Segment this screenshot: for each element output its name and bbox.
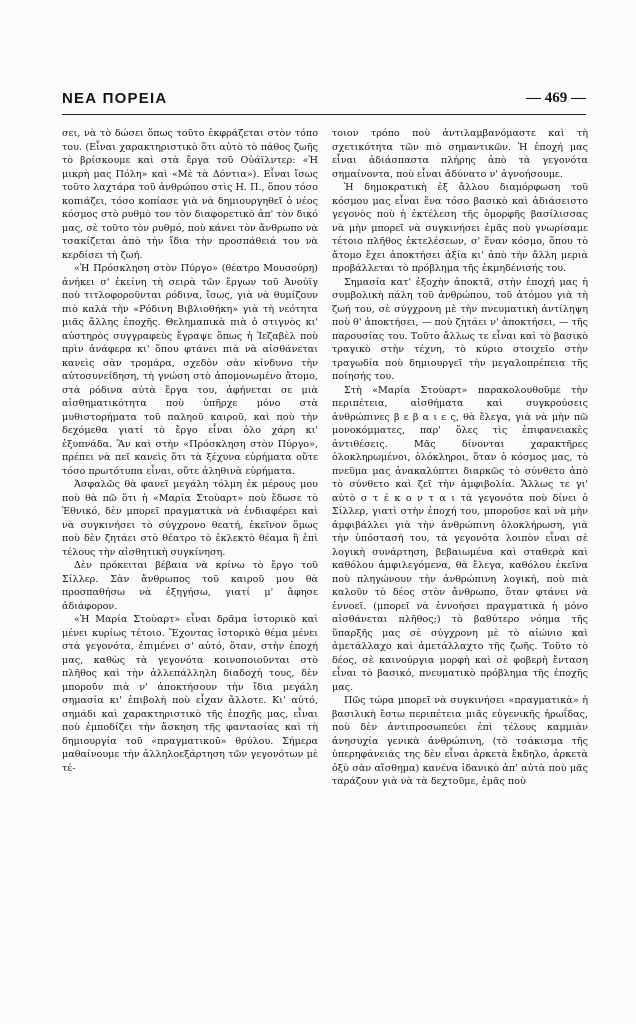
journal-title: ΝΕΑ ΠΟΡΕΙΑ xyxy=(62,90,168,107)
page-header xyxy=(62,88,586,115)
paragraph: τοιον τρόπο ποὺ ἀντιλαμβανόμαστε καὶ τὴ σχετικότητα τῶν πιὸ σημαντικῶν. Ἡ ἐποχή μας εἶναι ἀδιάσπαστα πλήρης ἀπὸ τὰ γεγονότα σημαίνοντα, ποὺ εἶναι ἀδύνατο ν' ἀγνοήσουμε. xyxy=(332,128,588,180)
paragraph: Ἡ δημοκρατικὴ ἐξ ἄλλου διαμόρφωση τοῦ κόσμου μας εἶναι ἕνα τόσο βασικὸ καὶ ἀδιάσειστο γεγονὸς ποὺ ἡ ἐκτέλεση τῆς ὁμορφῆς βασίλισσας νὰ μὴν μπορεῖ νὰ συγκινήσει ἐμᾶς ποὺ γνωρίσαμε τέτοιο πλῆθος ἐκτελέσεων, σ' ἕναν κόσμο, ὅπου τὸ ἄτομο ἔχει ἀποκτήσει ἀξία κι' ἀπὸ τὴν ἄλλη μεριὰ προβάλλεται τὸ πρόβλημα τῆς ἐκμηδένισής του. xyxy=(332,182,588,274)
paragraph: Πῶς τώρα μπορεῖ νὰ συγκινήσει «πραγματικὰ» ἡ βασιλικὴ ἔστω περιπέτεια μιᾶς εὐγενικῆς ἡρωΐδας, ποὺ δὲν ἀντιπροσωπεύει ἐπὶ τέλους καμμιὰν ἀνησυχία γενικὰ ἀνθρώπινη, (τὸ τσάκισμα τῆς ὑπερηφάνειάς της δὲν εἶναι ἀρκετὰ ἔκδηλο, ἀρκετὰ ὀξὺ σὰν αἴσθημα) κανένα ἰδανικὸ ἀπ' αὐτὰ ποὺ μᾶς ταράζουν γιὰ νὰ τὰ δεχτοῦμε, ἐμᾶς ποὺ xyxy=(332,695,588,787)
paragraph: σει, νὰ τὸ δώσει ὅπως τοῦτο ἐκφράζεται στὸν τόπο του. (Εἶναι χαρακτηριστικὸ ὅτι αὐτὸ τὸ πάθος ζωῆς τὸ βρίσκουμε καὶ στὰ ἔργα τοῦ Οὐάϊλντερ: «Ἡ μικρὴ μας Πόλη» καὶ «Μὲ τὰ Δόντια»). Εἶναι ἴσως τοῦτο λαχτάρα τοῦ ἀνθρώπου στὶς Η. Π., ὅπου τόσο κοπιάζει, τόσο κοπίασε γιὰ νὰ δημιουργηθεῖ ὁ νέος κόσμος στὸ ρυθμὸ τον τὸν διαφορετικὸ ἀπ' τὸν δικό μας, σὲ τοῦτο τὸν ρυθμό, ποὺ κάνει τὸν ἄνθρωπο νὰ τσακίζεται ἀπὸ τὴν ἴδια τὴν προσπάθειά του νὰ κερδίσει τὴ ζωή. xyxy=(62,128,318,261)
paragraph: Ἀσφαλῶς θὰ φανεῖ μεγάλη τόλμη ἐκ μέρους μου ποὺ θὰ πῶ ὅτι ἡ «Μαρία Στοὺαρτ» ποὺ ἔδωσε τὸ Ἐθνικό, δὲν μπορεῖ πραγματικὰ νὰ ἐνδιαφέρει καὶ νὰ συγκινήσει τὸ σύγχρονο θεατή, ἐκεῖνον ὅμως ποὺ δὲν ζητάει στὸ θέατρο τὸ ἐκλεκτὸ θέαμα ἢ ἐπὶ τέλους τὴν αἰσθητικὴ συγκίνηση. xyxy=(62,479,318,558)
left-column xyxy=(62,127,318,775)
paragraph: Σημασία κατ' ἐξοχὴν ἀποκτᾶ, στὴν ἐποχή μας ἡ συμβολικὴ πάλη τοῦ ἀνθρώπου, τοῦ ἀτόμου γιὰ τὴ ζωή του, σὲ σύγχρονη μὲ τὴν πνευματικὴ ἀντίληψη ποὺ θ' ἀποκτήσει, — ποὺ ζητάει ν' ἀποκτήσει, — τῆς παρουσίας του. Τοῦτο ἄλλως τε εἶναι καὶ τὸ βασικὸ τραγικὸ στὴν τέχνη, τὸ κύριο στοιχεῖο στὴν τραγωδία ποὺ δημιουργεῖ τὴν μεγαλοπρέπεια τῆς ποίησής του. xyxy=(332,276,588,382)
paragraph: «Ἡ Πρόσκληση στὸν Πύργο» (θέατρο Μουσούρη) ἀνήκει σ' ἐκείνη τὴ σειρὰ τῶν ἔργων τοῦ Ἀνούϊγ ποὺ τιτλοφοροῦνται ρόδινα, ἴσως, γιὰ νὰ θυμίζουν πιὸ καλὰ τὴν «Ρόδινη Βιβλιοθήκη» γιὰ τὴ νεότητα μιᾶς ἄλλης ἐποχῆς. Θελημαπικὰ πιὰ ὁ στιγνὸς κι' αὐστηρὸς συγγραφεὺς ἔγραψε ὅπως ἡ Ἰεζαβὲλ ποὺ πρὶν ἀνάφερα κι' ὅπου φτάνει πιὰ νὰ αἰσθάνεται κανεὶς σὰν τρομάρα, σχεδὸν σὰν κίνδυνο τὴν αὐτοσυνείδηση, τὴ γνώση στὸ ἀπομονωμένο ἄτομο, στὰ ρόδινα αὐτὰ ἔργα του, ἀφήνεται σε μιὰ αἰσθηματικότητα ποὺ ὑπῆρχε μόνο στὰ μυθιστορήματα τοῦ παληοῦ καιροῦ, καὶ ποὺ τὴν δεχόμεθα γιατί τὸ ἔργο εἶναι ὁλο χάρη κι' ἐξυπνάδα. Ἂν καὶ στὴν «Πρόσκληση στὸν Πύργο», πρέπει νὰ πεῖ κανεὶς ὅτι τὰ ξέχυνα εὑρήματα οὔτε τόσο πρωτότυπα εἶναι, οὔτε ἀληθινὰ εὑρήματα. xyxy=(62,263,318,477)
paragraph: «Ἡ Μαρία Στοὺαρτ» εἶναι δρᾶμα ἱστορικὸ καὶ μένει κυρίως τέτοιο. Ἔχοντας ἱστορικὸ θέμα μένει στὰ γεγονότα, ἐπιμένει σ' αὐτό, ὅταν, στὴν ἐποχή μας, καθὼς τὰ γεγονότα κοινοποιοῦνται στὸ πλῆθος καὶ τὴν ἀλλεπάλληλη διαδοχή τους, δὲν μποροῦν πιὰ ν' ἀποκτήσουν τὴν ἴδια μεγάλη σημασία κι' ἐπιβολὴ ποὺ εἶχαν ἄλλοτε. Κι' αὐτό, σημάδι καὶ χαρακτηριστικὸ τῆς ἐποχῆς μας, εἶναι ποὺ ἐμποδίζει τὴν ἄσκηση τῆς φαντασίας καὶ τὴ δημιουργία τοῦ «πραγματικοῦ» θρύλου. Σήμερα μαθαίνουμε τὴν ἀλληλοεξάρτηση τῶν γεγονότων μὲ τέ- xyxy=(62,614,318,774)
paragraph: Δὲν πρόκειται βέβαια νὰ κρίνω τὸ ἔργο τοῦ Σίλλερ. Σὰν ἄνθρωπος τοῦ καιροῦ μου θὰ προσπαθήσω νὰ ἐξηγήσω, γιατί μ' ἄφησε ἀδιάφορον. xyxy=(62,560,318,612)
page-number: — 469 — xyxy=(526,90,586,106)
paragraph: Στὴ «Μαρία Στοὺαρτ» παρακολουθοῦμε τὴν περιπέτεια, αἰσθήματα καὶ συγκρούσεις ἀνθρώπινες β ε β α ι ε ς, θὰ ἔλεγα, γιὰ νὰ μὴν πῶ μονοκόμματες, παρ' ὅλες τὶς ἐπιφανειακὲς ἀντιθέσεις. Μᾶς δίνονται χαρακτῆρες ὁλοκληρωμένοι, ὁλόκληροι, ὅταν ὁ κόσμος μας, τὸ πνεῦμα μας ἀνακαλύπτει διαρκῶς τὸ σύνθετο ἀπὸ τὸ σύνθετο καὶ ζεῖ τὴν ἀμφιβολία. Ἄλλως τε γι' αὐτὸ σ τ έ κ ο ν τ α ι τὰ γεγονότα ποὺ δίνει ὁ Σίλλερ, γιατὶ στὴν ἐποχή του, μποροῦσε καὶ νὰ μὴν ἀμφιβάλλει γιὰ τὴν ἀνθρώπινη ὁλοκλήρωση, γιὰ τὴν ὑπόστασή του, τὰ γεγονότα λοιπὸν εἶναι σὲ λογικὴ συνάρτηση, βεβαιωμένα καὶ σταθερὰ καὶ καθόλου ἀμφιλεγόμενα, θὰ ἔλεγα, καθόλου ἐκεῖνα ποὺ πληγώνουν τὴν ἀνθρώπινη λογική, ποὺ πιὰ καλοῦν τὸ δέος στὸν ἄνθρωπο, ὅταν φτάνει νὰ ἐννοεῖ. (μπορεῖ νὰ ἐννοήσει πραγματικὰ ἡ μόνο αἰσθάνεται πλῆθος;) τὸ βαθύτερο νόημα τῆς ὕπαρξῆς μας σὲ σύγχρονη μὲ τὸ αἰώνιο καὶ ἀμετάλλαχο καὶ ἀμετάλλαχτο τῆς ζωῆς. Τοῦτο τὸ δέος, σὲ καινούργια μορφὴ καὶ σὲ φοβερὴ ἔνταση εἶναι τὸ βασικό, πνευματικὸ πρόβλημα τῆς ἐποχῆς μας. xyxy=(332,384,588,693)
right-column xyxy=(332,127,588,789)
